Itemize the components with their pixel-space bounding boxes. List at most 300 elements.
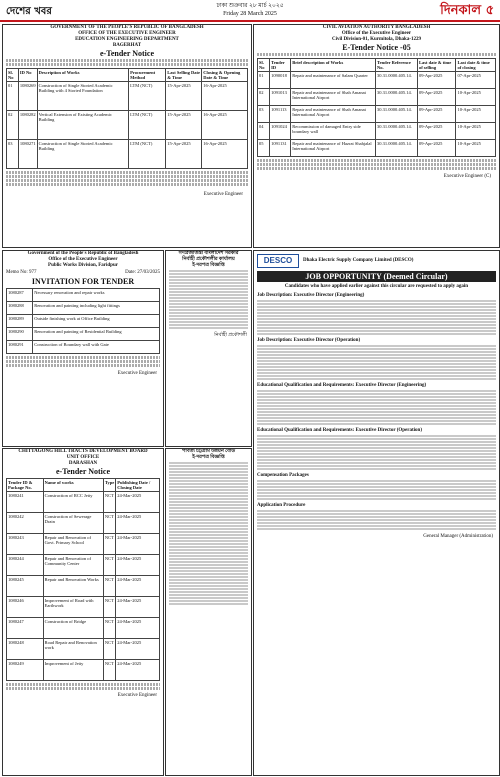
text-line [257,462,496,464]
section-heading: Educational Qualification and Requirements: Executive Director (Engineering) [257,383,427,388]
table-cell: 24-Mar-2025 [116,534,160,555]
table-cell: Construction of Boundary wall with Gate [33,341,160,354]
org-line-2: DARASHAN [68,461,98,466]
text-line [257,483,496,485]
text-line [169,489,248,491]
table-cell: 1080269 [18,82,37,111]
text-line [257,312,496,314]
table-cell: 30.31.0000.405.14. [376,123,418,140]
column-header: ID No [18,69,37,82]
text-line [257,510,496,512]
desco-logo-icon: DESCO [257,254,299,268]
section-heading: Job Description: Executive Director (Engineering) [257,293,365,298]
column-header: Last Selling Date & Time [167,70,201,80]
table-cell: 1091013 [270,89,291,106]
table-cell: 24-Mar-2025 [116,618,160,639]
notice-subtitle: Candidates who have applied earlier against this circular are requested to apply again [284,284,469,289]
text-line [257,453,496,455]
text-line [169,501,248,503]
text-line [257,315,496,317]
text-line [257,405,496,407]
text-line [169,522,248,524]
table-cell: 10-Apr-2025 [456,123,496,140]
table-cell: Construction of Sewerage Drain [43,513,103,534]
text-line [169,477,248,479]
text-line [257,309,496,311]
table-cell: 30.31.0000.405.14. [376,72,418,89]
table-cell: 1091024 [270,123,291,140]
text-line [257,357,496,359]
text-line [257,390,496,392]
text-line [257,414,496,416]
table-cell: 04 [258,123,270,140]
table-cell: 30.31.0000.405.14. [376,106,418,123]
table-cell: 30.31.0000.405.14. [376,89,418,106]
org-line-1: Office of the Executive Engineer [341,31,412,36]
text-line [257,408,496,410]
text-line [257,492,496,494]
table-cell: 1080271 [18,140,37,169]
text-line [169,597,248,599]
text-line [257,456,496,458]
table-cell: Necessary renovation and repair works [33,289,160,302]
text-line [257,351,496,353]
table-row [7,555,160,576]
org-header [3,449,163,467]
table-cell: 24-Mar-2025 [116,555,160,576]
table-cell: LTM (NCT) [129,140,166,169]
column-header: Last date & time of selling [417,59,456,72]
text-line [169,570,248,572]
table-cell: 01 [7,82,19,111]
tender-table [6,478,160,681]
org-header [166,449,251,461]
table-cell: 09-Apr-2025 [417,106,456,123]
text-line [169,564,248,566]
table-cell: 1080242 [7,513,44,534]
table-cell: Road Repair and Renovation work [43,639,103,660]
column-header: Type [103,479,115,492]
text-line [169,483,248,485]
table-cell: 1091113 [270,106,291,123]
text-line [257,486,496,488]
text-line [257,363,496,365]
table-cell: 02 [7,111,19,140]
table-row [7,315,160,328]
org-line-3: BAGERHAT [112,43,142,48]
org-line-0: GOVERNMENT OF THE PEOPLE'S REPUBLIC OF BANGLADESH [50,25,204,30]
table-cell: Construction of Single Storied Academic Building with 4 Storied Foundation [37,82,128,111]
text-line [257,402,496,404]
text-line [169,474,248,476]
notice-title: E-Tender Notice -05 [342,43,411,52]
table-row [258,106,496,123]
signature: নির্বাহী প্রকৌশলী [214,333,247,338]
table-cell: NCT [103,639,115,660]
table-cell: Repair and maintenance of Salam Quarter [291,72,376,89]
table-cell: NCT [103,597,115,618]
table-cell: 1080282 [18,111,37,140]
tender-table [257,58,496,157]
table-cell: 16-Apr-2025 [202,111,248,140]
text-line [257,327,496,329]
section-heading: Educational Qualification and Requirements: Executive Director (Operation) [257,428,422,433]
text-line [257,372,496,374]
text-line [257,423,496,425]
text-line [257,354,496,356]
org-line-2: Civil Division-01, Kurmitola, Dhaka-1229 [331,37,422,42]
column-header: Name of works [43,479,103,492]
table-cell: NCT [103,660,115,681]
table-cell: 10-Apr-2025 [456,89,496,106]
text-line [257,396,496,398]
org-line-0: CHITTAGONG HILL TRACTS DEVELOPMENT BOARD [18,449,148,454]
table-cell: 1080287 [7,289,33,302]
table-cell: 1090018 [270,72,291,89]
text-line [257,498,496,500]
org-line-1: Office of the Executive Engineer [48,257,118,262]
table-cell: 10-Apr-2025 [456,140,496,157]
column-header: Tender ID & Package No. [7,479,44,492]
signature: Executive Engineer [203,192,243,197]
signature: General Manager (Administration) [423,534,493,539]
text-line [169,465,248,467]
table-cell: 24-Mar-2025 [116,513,160,534]
table-cell: Repair and Renovation of Community Center [43,555,103,576]
text-line [257,378,496,380]
text-line [169,546,248,548]
text-line [169,486,248,488]
table-row [7,140,248,169]
text-line [169,492,248,494]
notice-title: e-Tender Notice [100,49,154,58]
text-line [257,435,496,437]
text-line [257,318,496,320]
table-cell: LTM (NCT) [129,111,166,140]
text-line [169,507,248,509]
table-row [7,513,160,534]
column-header: Last date & time of closing [456,59,496,72]
text-line [169,531,248,533]
text-line [169,600,248,602]
text-line [257,465,496,467]
notice-title: INVITATION FOR TENDER [31,277,135,286]
table-row [7,660,160,681]
table-cell: 24-Mar-2025 [116,597,160,618]
cht-tender-notice [2,448,164,776]
org-line-2: EDUCATION ENGINEERING DEPARTMENT [75,37,179,42]
text-line [169,582,248,584]
text-line [169,468,248,470]
table-row [258,89,496,106]
text-line [169,543,248,545]
text-line [257,450,496,452]
table-cell: 03 [258,106,270,123]
table-cell: 09-Apr-2025 [417,72,456,89]
table-row [7,618,160,639]
table-cell: NCT [103,492,115,513]
table-row [7,576,160,597]
table-cell: 1080244 [7,555,44,576]
table-cell: 1080288 [7,302,33,315]
bn-line-0: গণপ্রজাতন্ত্রী বাংলাদেশ সরকার [178,251,239,256]
column-header: Tender ID [270,59,291,72]
text-line [169,516,248,518]
text-line [169,585,248,587]
table-cell: 1080243 [7,534,44,555]
page-header [0,0,500,22]
table-cell: Repair and maintenance of Hazrat Shahjalal International Airport [291,140,376,157]
text-line [257,330,496,332]
text-line [169,471,248,473]
table-cell: 09-Apr-2025 [417,140,456,157]
table-row [7,302,160,315]
org-line-1: UNIT OFFICE [66,455,100,460]
section-heading: Job Description: Executive Director (Operation) [257,338,361,343]
table-cell: 07-Apr-2025 [456,72,496,89]
desco-job-notice [253,250,500,776]
text-line [169,552,248,554]
text-line [257,411,496,413]
bn-line-2: ই-দরপত্র বিজ্ঞপ্তি [192,263,225,268]
notice-title: JOB OPPORTUNITY (Deemed Circular) [257,271,496,282]
bn-line-1: নির্বাহী প্রকৌশলীর কার্যালয় [182,257,235,262]
text-line [257,366,496,368]
text-line [257,441,496,443]
table-row [7,111,248,140]
text-line [169,462,248,464]
table-cell: 01 [258,72,270,89]
table-cell: 1080249 [7,660,44,681]
text-line [257,324,496,326]
text-line [257,345,496,347]
bangla-cht-notice [165,448,252,776]
table-row [258,72,496,89]
text-line [257,399,496,401]
text-line [169,576,248,578]
text-line [257,375,496,377]
table-cell: 16-Apr-2025 [202,82,248,111]
org-header [3,251,163,269]
text-line [257,447,496,449]
table-cell: LTM (NCT) [129,82,166,111]
text-line [169,513,248,515]
table-cell: Repair and Renovation Works [43,576,103,597]
column-header: Description of Works [37,69,128,82]
text-line [257,306,496,308]
text-line [257,303,496,305]
table-cell: NCT [103,534,115,555]
notice-title: e-Tender Notice [56,467,110,476]
pwd-tender-notice [2,250,164,447]
text-line [257,489,496,491]
table-cell: NCT [103,555,115,576]
text-line [169,519,248,521]
table-cell: 10-Apr-2025 [456,106,496,123]
text-line [257,333,496,335]
text-line [169,540,248,542]
table-cell: 24-Mar-2025 [116,576,160,597]
signature: Executive Engineer (C) [443,174,491,179]
text-line [169,558,248,560]
text-line [257,393,496,395]
text-line [169,510,248,512]
text-line [257,495,496,497]
table-cell: 30.31.0000.405.14. [376,140,418,157]
table-row [258,123,496,140]
table-cell: 1080290 [7,328,33,341]
text-line [169,603,248,605]
bangla-tender-notice [165,250,252,447]
text-line [169,573,248,575]
table-row [7,639,160,660]
tender-table [6,68,248,169]
column-header: Closing & Opening Date & Time [202,69,248,82]
caab-tender-notice [253,24,500,248]
org-full-name: Dhaka Electric Supply Company Limited (DESCO) [303,258,414,263]
education-tender-notice [2,24,252,248]
table-row [258,140,496,157]
table-cell: Construction of Bridge [43,618,103,639]
column-header: Sl. No [258,59,270,72]
text-line [169,588,248,590]
table-cell: 02 [258,89,270,106]
text-line [169,561,248,563]
table-cell: Improvement of Road with Earthwork [43,597,103,618]
table-cell: 1080291 [7,341,33,354]
table-cell: 1080241 [7,492,44,513]
table-cell: 24-Mar-2025 [116,492,160,513]
text-line [169,528,248,530]
date-line: ঢাকা শুক্রবার ২৮ মার্চ ২০২৫ Friday 28 March 2025 [216,3,284,17]
column-header: Procurement Method [129,69,166,82]
table-row [7,341,160,354]
table-cell: Improvement of Jetty [43,660,103,681]
text-line [257,321,496,323]
text-line [257,438,496,440]
table-cell: 05 [258,140,270,157]
text-line [257,480,496,482]
memo-no: Memo No: 977 [6,270,37,275]
text-line [169,480,248,482]
table-cell: NCT [103,618,115,639]
text-line [257,513,496,515]
text-line [257,522,496,524]
table-cell: 15-Apr-2025 [166,82,202,111]
org-line-2: Public Works Division, Faridpur [48,263,118,268]
text-line [257,528,496,530]
text-line [257,420,496,422]
brand-logo: দিনকাল ৫ [440,3,494,18]
table-cell: 24-Mar-2025 [116,660,160,681]
table-cell: 1091131 [270,140,291,157]
org-header [254,25,499,43]
table-cell: 1080248 [7,639,44,660]
text-line [257,360,496,362]
section-heading: Compensation Packages [257,473,309,478]
column-header: Tender Reference No. [376,59,418,72]
text-line [257,519,496,521]
column-header: Publishing Date / Closing Date [116,479,160,492]
table-cell: NCT [103,576,115,597]
column-header: Sl. No [7,69,19,82]
text-line [169,495,248,497]
text-line [169,537,248,539]
table-cell: 1080245 [7,576,44,597]
org-line-0: Government of the People's Republic of Bangladesh [27,251,139,256]
table-cell: Construction of RCC Jetty [43,492,103,513]
tender-table [6,288,160,354]
org-header [166,251,251,269]
text-line [169,525,248,527]
section-heading: Application Procedure [257,503,306,508]
table-cell: 03 [7,140,19,169]
text-line [257,525,496,527]
table-cell: Repair and maintenance of Shah Amanat International Airport [291,106,376,123]
table-cell: 09-Apr-2025 [417,89,456,106]
signature: Executive Engineer [117,693,157,698]
text-line [169,498,248,500]
table-row [7,597,160,618]
text-line [169,534,248,536]
table-cell: 1080247 [7,618,44,639]
table-row [7,82,248,111]
text-line [257,459,496,461]
table-row [7,289,160,302]
table-cell: 1080246 [7,597,44,618]
table-row [7,328,160,341]
table-cell: 16-Apr-2025 [202,140,248,169]
text-line [169,549,248,551]
text-line [169,555,248,557]
text-line [257,468,496,470]
table-row [7,534,160,555]
text-line [257,348,496,350]
table-cell: Repair and maintenance of Shah Amanat International Airport [291,89,376,106]
table-cell: Repair and Renovation of Govt. Primary School [43,534,103,555]
text-line [257,444,496,446]
table-row [7,492,160,513]
table-cell: Recommission of damaged Entry side boundary wall [291,123,376,140]
section-title: দেশের খবর [6,6,52,17]
table-cell: Outside finishing work at Office Building [33,315,160,328]
bn-line-0: পার্বত্য চট্টগ্রাম উন্নয়ন বোর্ড [181,449,236,454]
table-cell: 15-Apr-2025 [166,140,202,169]
text-line [169,579,248,581]
table-cell: NCT [103,513,115,534]
table-cell: 15-Apr-2025 [166,111,202,140]
table-cell: 09-Apr-2025 [417,123,456,140]
table-cell: Renovation and painting including light fittings [33,302,160,315]
table-cell: 24-Mar-2025 [116,639,160,660]
table-cell: Renovation and painting of Residential Building [33,328,160,341]
bn-line-1: ই-দরপত্র বিজ্ঞপ্তি [192,455,225,460]
text-line [169,591,248,593]
text-line [169,567,248,569]
text-line [257,300,496,302]
org-line-1: OFFICE OF THE EXECUTIVE ENGINEER [78,31,176,36]
memo-date: Date: 27/03/2025 [125,270,160,275]
org-line-0: CIVIL AVIATION AUTHORITY BANGLADESH [322,25,431,30]
text-line [257,369,496,371]
table-cell: Vertical Extension of Existing Academic Building [37,111,128,140]
text-line [169,594,248,596]
text-line [169,504,248,506]
table-cell: 1080289 [7,315,33,328]
org-header [3,25,251,49]
text-line [257,516,496,518]
column-header: Brief description of Works [291,59,376,72]
